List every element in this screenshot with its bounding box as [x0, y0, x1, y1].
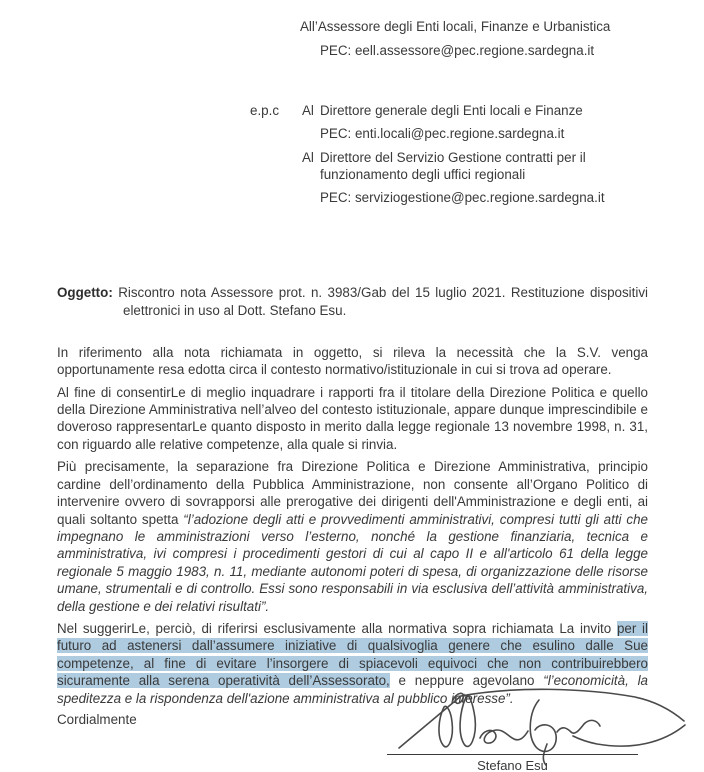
recipients-block: [250, 18, 650, 213]
recipient-to: All’Assessore degli Enti locali, Finanze e Urbanistica: [300, 19, 611, 34]
paragraph-4-text: Nel suggerirLe, perciò, di riferirsi esclusivamente alla normativa sopra richiamata La invito: [57, 620, 617, 636]
cc-title: Direttore generale degli Enti locali e Finanze: [320, 102, 583, 118]
paragraph-1: In riferimento alla nota richiamata in oggetto, si rileva la necessità che la S.V. venga opportunamente resa edotta circa il contesto normativo/istituzionale in cui si trova ad operare.: [57, 344, 648, 378]
paragraph-2: Al fine di consentirLe di meglio inquadrare i rapporti fra il titolare della Direzione Politica e quello della Direzione Amministrativa nell’alveo del contesto istituzionale, appare dunque imprescindibile e doveroso rappresentarLe quanto disposto in merito dalla legge regionale 13 novembre 1998, n. 31, con riguardo alle relative competenze, alla quale si rinvia.: [57, 384, 648, 452]
signature-block: [387, 686, 698, 772]
recipient-to-pec: PEC: eell.assessore@pec.regione.sardegna.it: [320, 43, 595, 59]
paragraph-3: [57, 458, 648, 615]
legal-quote: “l’adozione degli atti e provvedimenti amministrativi, compresi tutti gli atti che impegnano le amministrazioni verso l’esterno, nonché la gestione finanziaria, tecnica e amministrativa, ivi compresi i procedimenti gestori di cui al capo II e all'articolo 61 della legge regionale 5 maggio 1983, n. 11, mediante autonomi poteri di spesa, di organizzazione delle risorse umane, strumentali e di controllo. Essi sono responsabili in via esclusiva dell’attività amministrativa, della gestione e dei relativi risultati”.: [57, 511, 648, 614]
recipient-cc-1: [302, 102, 650, 143]
cc-title: Direttore del Servizio Gestione contratti per il funzionamento degli uffici regionali: [320, 149, 586, 183]
paragraph-4-continuation: e neppure agevolano: [389, 673, 544, 689]
paragraph-3-text: Più precisamente, la separazione fra Direzione Politica e Direzione Amministrativa, principio cardine dell’ordinamento della Pubblica Amministrazione, non consente all’Organo Politico di intervenire ovvero di sovrapporsi alle prerogative dei dirigenti dell'Amministrazione e degli enti, ai quali soltanto spetta: [57, 459, 648, 527]
closing-quote: “l’economicità, la speditezza e la rispondenza dell'azione amministrativa al pubblico interesse”.: [57, 673, 648, 706]
signature-line: [387, 754, 638, 755]
highlighted-text: per il futuro ad astenersi dall’assumere iniziative di qualsivoglia genere che esulino dalle Sue competenze, al fine di evitare l’insorgere di spiacevoli equivoci che non contribuirebbero sicuramente alla serena operatività dell’Assessorato,: [57, 620, 649, 689]
recipient-cc-2-pec: PEC: serviziogestione@pec.regione.sardegna.it: [320, 190, 605, 206]
recipient-cc-2: [302, 149, 650, 207]
recipient-cc-1-pec: PEC: enti.locali@pec.regione.sardegna.it: [320, 126, 565, 142]
subject-line: [57, 284, 648, 320]
cc-list: [302, 102, 650, 213]
closing-salutation: Cordialmente: [57, 711, 137, 727]
subject-label: Oggetto:: [57, 284, 113, 300]
epc-row: [250, 102, 650, 213]
cc-prefix: Al: [302, 102, 314, 118]
epc-label: e.p.c: [250, 102, 280, 118]
subject-text: Riscontro nota Assessore prot. n. 3983/Gab del 15 luglio 2021. Restituzione dispositivi elettronici in uso al Dott. Stefano Esu.: [118, 284, 648, 318]
signatory-name: Stefano Esu: [477, 758, 548, 772]
cc-prefix: Al: [302, 149, 314, 165]
